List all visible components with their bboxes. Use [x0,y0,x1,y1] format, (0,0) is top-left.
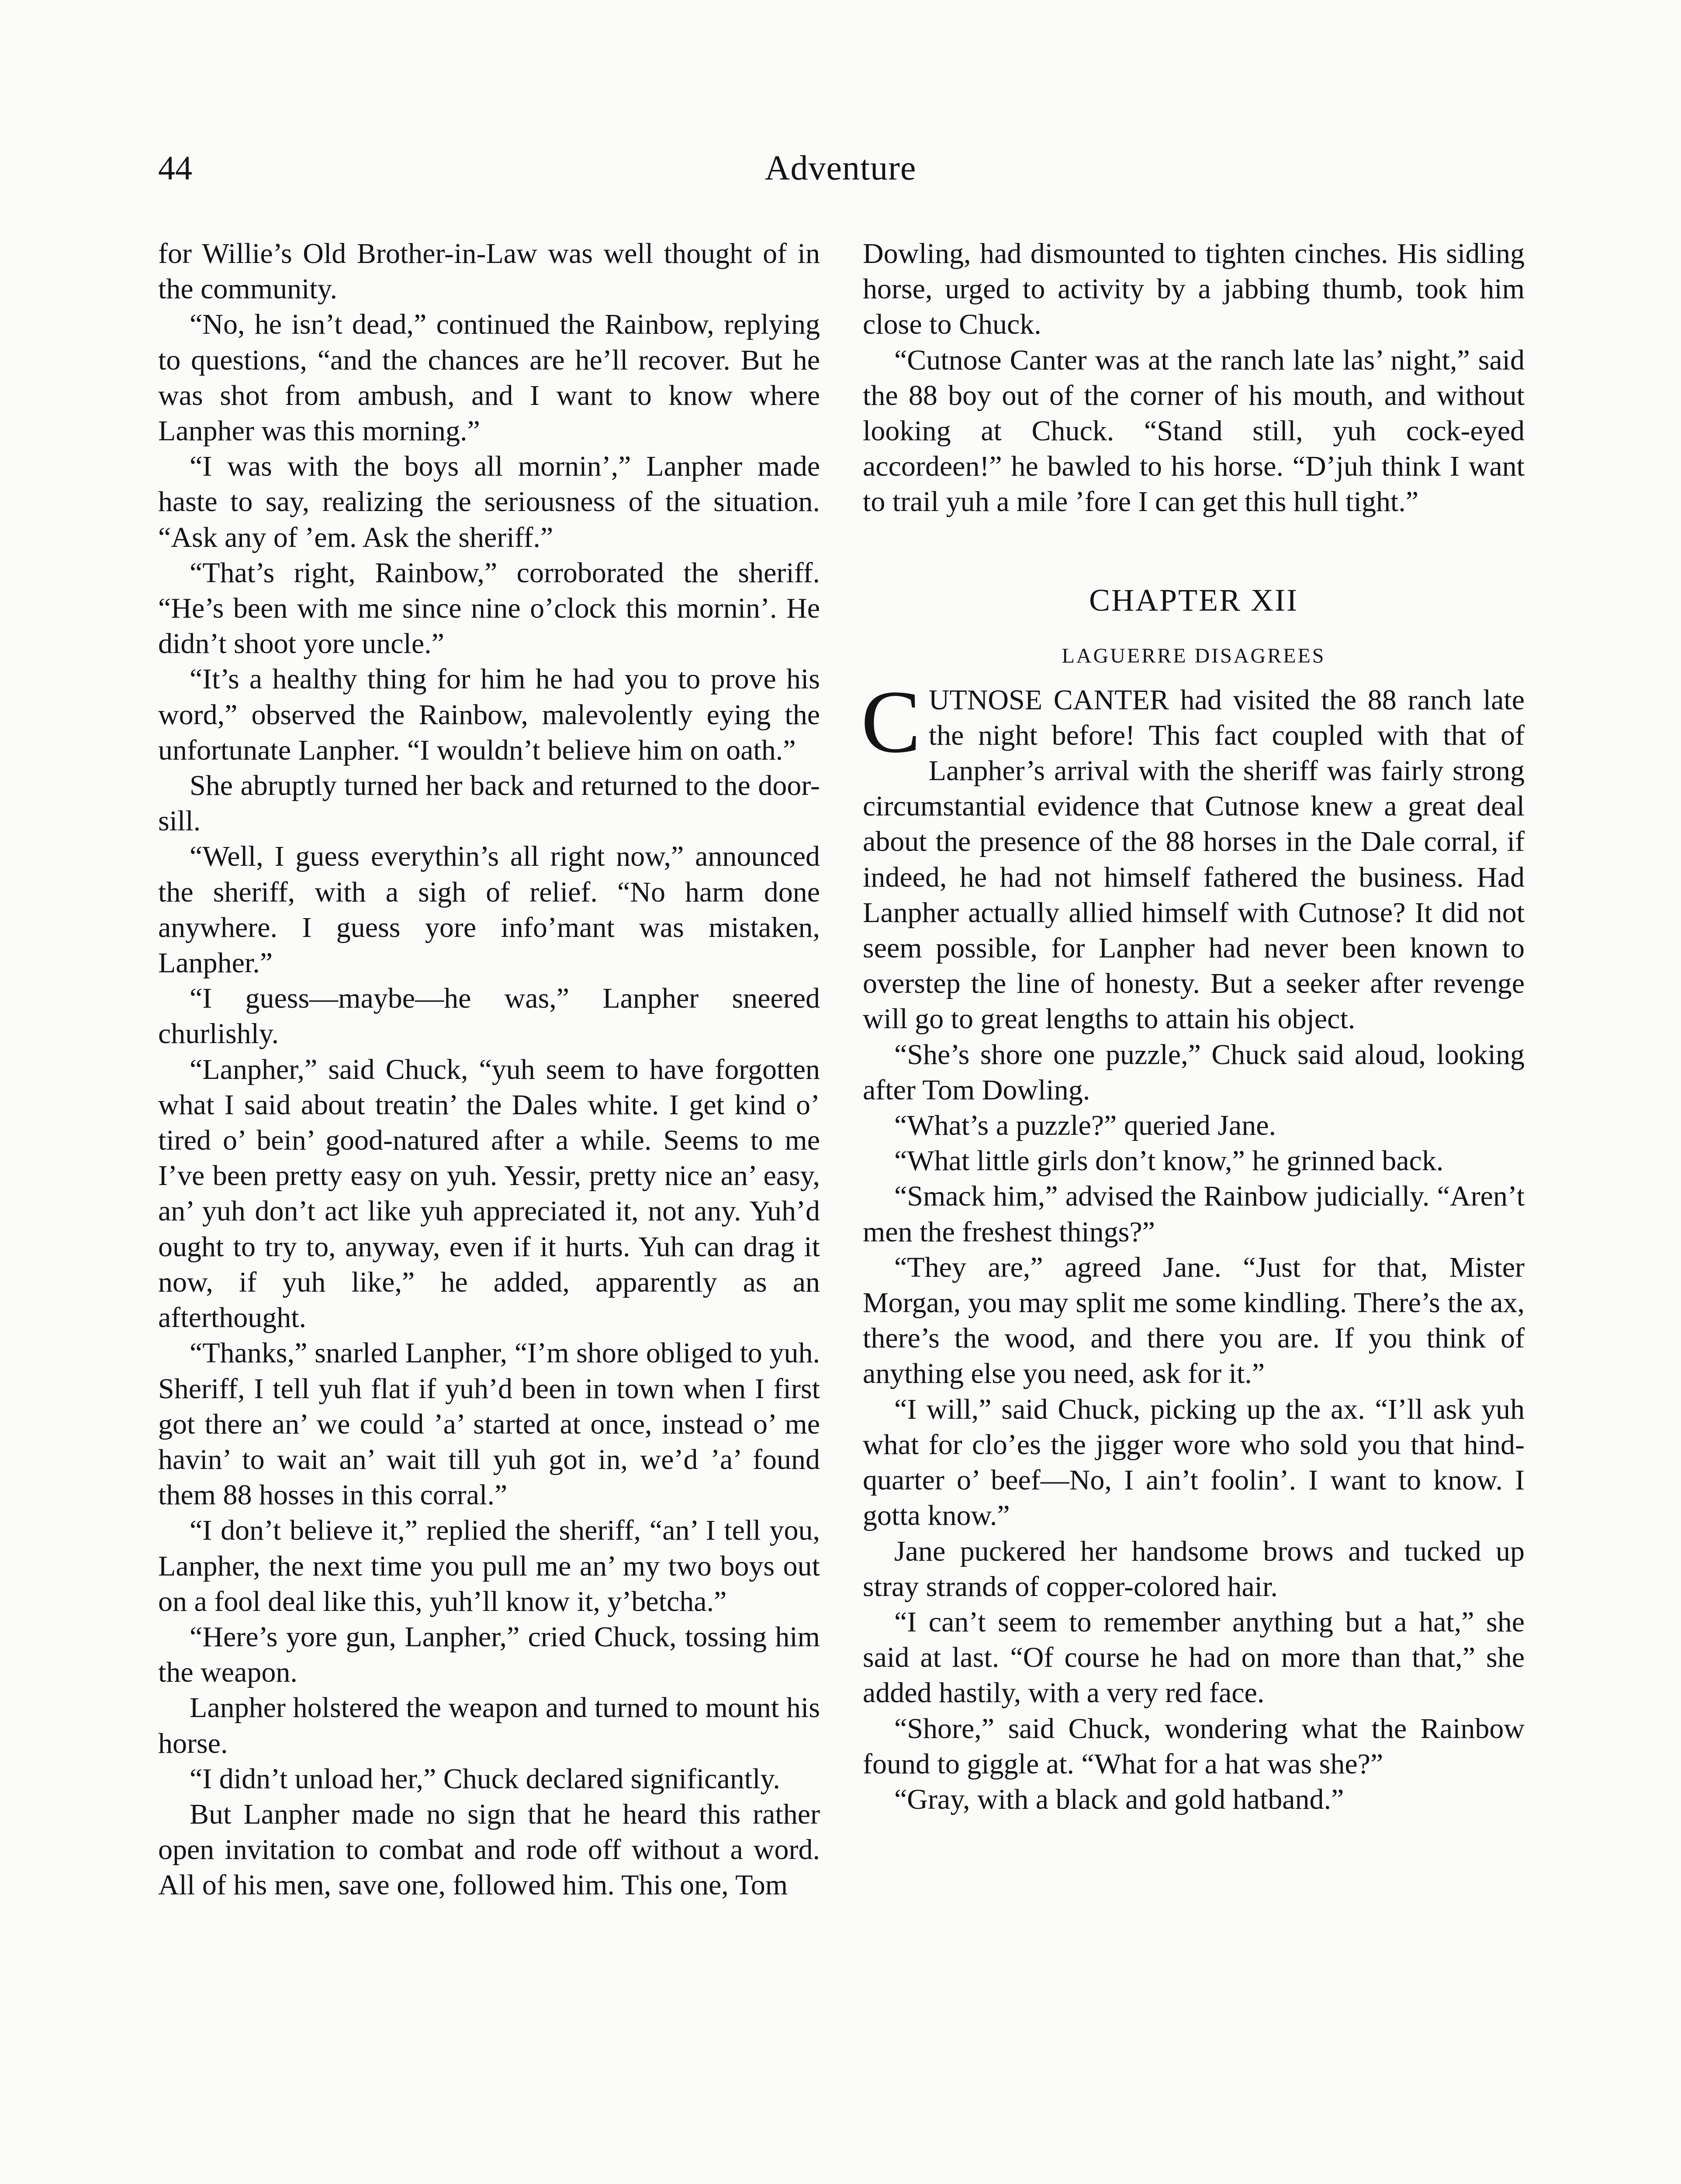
paragraph: “Gray, with a black and gold hatband.” [894,1783,1344,1815]
paragraph: “She’s shore one puzzle,” Chuck said aloud, looking after Tom Dowling. [863,1038,1525,1106]
paragraph: “Shore,” said Chuck, wondering what the Rainbow found to giggle at. “What for a hat was she?” [863,1712,1525,1780]
running-head: Adventure [764,149,917,187]
paragraph: “I don’t believe it,” replied the sheriff, “an’ I tell you, Lanpher, the next time you pull me an’ my two boys out on a fool deal like this, yuh’ll know it, y’betcha.” [158,1514,820,1617]
paragraph: “Well, I guess everythin’s all right now,” announced the sheriff, with a sigh of relief. “No harm done anywhere. I guess yore info’mant was mistaken, Lanpher.” [158,840,820,979]
paragraph: “They are,” agreed Jane. “Just for that, Mister Morgan, you may split me some kindling. There’s the ax, there’s the wood, and there you are. If you think of anything else you need, ask for it.” [863,1251,1525,1390]
paragraph: But Lanpher made no sign that he heard this rather open invitation to combat and rode off without a word. All of his men, save one, followed him. This one, Tom [158,1798,820,1901]
paragraph: “Here’s yore gun, Lanpher,” cried Chuck, tossing him the weapon. [158,1621,820,1689]
paragraph: Dowling, had dismounted to tighten cinches. His sidling horse, urged to activity by a jabbing thumb, took him close to Chuck. [863,238,1525,341]
paragraph: “Lanpher,” said Chuck, “yuh seem to have forgotten what I said about treatin’ the Dales white. I get kind o’ tired o’ bein’ good-natured after a while. Seems to me I’ve been pretty easy on yuh. Yessir, pretty nice an’ easy, an’ yuh don’t act like yuh appreciated it, not any. Yuh’d ought to try to, anyway, even if it hurts. Yuh can drag it now, if yuh like,” he added, apparently as an afterthought. [158,1053,820,1334]
left-column [158,236,820,1903]
page-number: 44 [158,149,192,187]
paragraph: “What little girls don’t know,” he grinned back. [894,1145,1444,1177]
paragraph: Jane puckered her handsome brows and tucked up stray strands of copper-colored hair. [863,1535,1525,1603]
paragraph: “It’s a healthy thing for him he had you to prove his word,” observed the Rainbow, malevolently eying the unfortunate Lanpher. “I wouldn’t believe him on oath.” [158,663,820,766]
paragraph: She abruptly turned her back and returned to the door-sill. [158,770,820,837]
chapter-opening-paragraph [861,672,1525,1037]
chapter-subtitle: LAGUERRE DISAGREES [1062,644,1326,667]
paragraph: “I didn’t unload her,” Chuck declared significantly. [190,1762,780,1795]
paragraph: “Cutnose Canter was at the ranch late las’ night,” said the 88 boy out of the corner of his mouth, and without looking at Chuck. “Stand still, yuh cock-eyed accordeen!” he bawled to his horse. “D’juh think I want to trail yuh a mile ’fore I can get this hull tight.” [863,344,1525,518]
paragraph: “What’s a puzzle?” queried Jane. [894,1109,1276,1142]
paragraph: “I can’t seem to remember anything but a hat,” she said at last. “Of course he had on more than that,” she added hastily, with a very red face. [863,1606,1525,1709]
paragraph: Lanpher holstered the weapon and turned to mount his horse. [158,1692,820,1759]
paragraph: “I will,” said Chuck, picking up the ax. “I’ll ask yuh what for clo’es the jigger wore who sold you that hind-quarter o’ beef—No, I ain’t foolin’. I want to know. I gotta know.” [863,1393,1525,1532]
opening-text: UTNOSE CANTER had visited the 88 ranch late the night before! This fact coupled with that of Lanpher’s arrival with the sheriff was fairly strong circumstantial evidence that Cutnose knew a great deal about the presence of the 88 horses in the Dale corral, if indeed, he had not himself fathered the business. Had Lanpher actually allied himself with Cutnose? It did not seem possible, for Lanpher had never been known to overstep the line of honesty. But a seeker after revenge will go to great lengths to attain his object. [863,684,1525,1035]
drop-cap: C [861,672,921,771]
paragraph: “I guess—maybe—he was,” Lanpher sneered churlishly. [158,982,820,1050]
paragraph: “No, he isn’t dead,” continued the Rainbow, replying to questions, “and the chances are he’ll recover. But he was shot from ambush, and I want to know where Lanpher was this morning.” [158,308,820,447]
paragraph: “That’s right, Rainbow,” corroborated the sheriff. “He’s been with me since nine o’clock this mornin’. He didn’t shoot yore uncle.” [158,556,820,660]
paragraph: “Smack him,” advised the Rainbow judicially. “Aren’t men the freshest things?” [863,1180,1525,1248]
paragraph: for Willie’s Old Brother-in-Law was well thought of in the community. [158,238,820,305]
paragraph: “Thanks,” snarled Lanpher, “I’m shore obliged to yuh. Sheriff, I tell yuh flat if yuh’d been in town when I first got there an’ we could ’a’ started at once, instead o’ me havin’ to wait an’ wait till yuh got in, we’d ’a’ found them 88 hosses in this corral.” [158,1337,820,1511]
chapter-title: CHAPTER XII [1089,582,1298,618]
paragraph: “I was with the boys all mornin’,” Lanpher made haste to say, realizing the seriousness of the situation. “Ask any of ’em. Ask the sheriff.” [158,450,820,553]
right-column [863,236,1525,1817]
